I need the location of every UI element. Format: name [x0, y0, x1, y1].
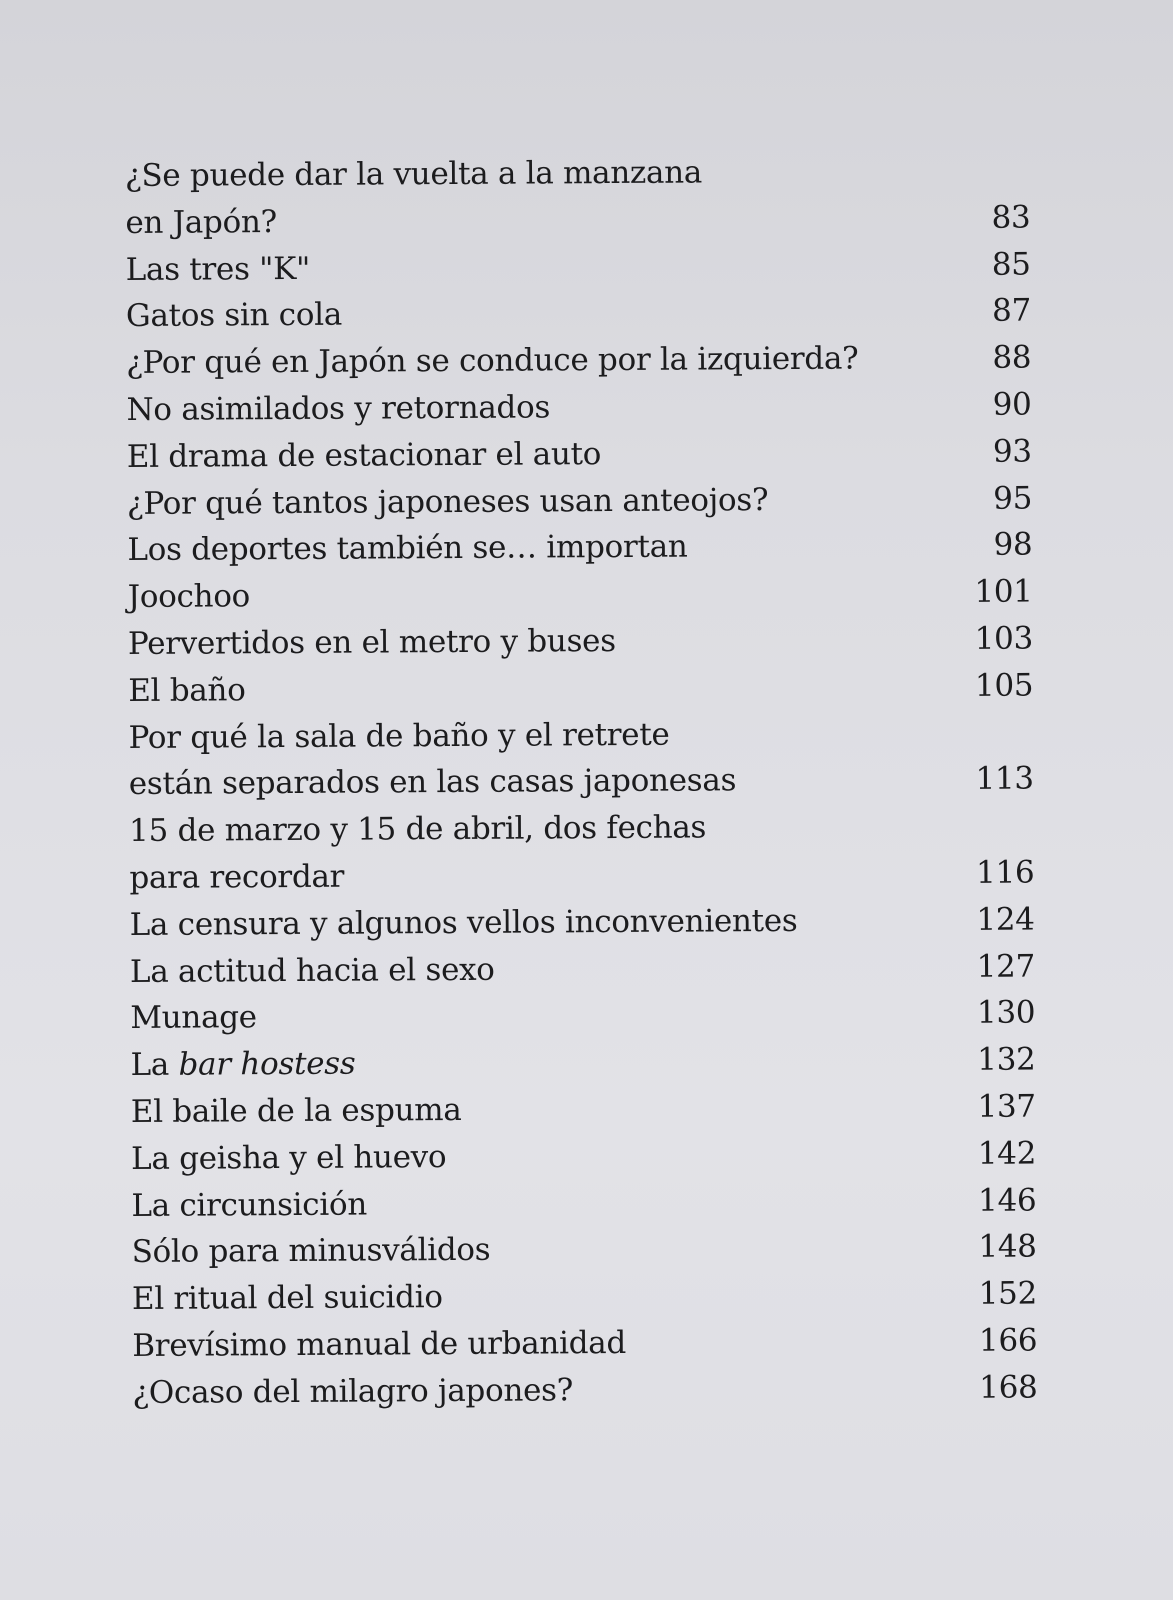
toc-entry: [131, 1182, 1036, 1234]
toc-entry-page: 93: [992, 433, 1032, 470]
toc-entry-title: [129, 859, 344, 896]
title-text: Sólo para minusválidos: [131, 1232, 491, 1271]
toc-entry-page: 166: [978, 1322, 1038, 1359]
title-text: No asimilados y retornados: [126, 389, 551, 428]
toc-entry-page: 168: [979, 1369, 1038, 1406]
toc-entry: [126, 246, 1031, 298]
toc-entry: [126, 340, 1031, 392]
title-text: Brevísimo manual de urbanidad: [132, 1324, 627, 1364]
toc-entry-title: [126, 389, 550, 428]
toc-entry-title: [130, 1000, 257, 1037]
title-text: ¿Se puede dar la vuelta a la manzana: [125, 154, 703, 194]
toc-entry-title: [125, 204, 277, 241]
title-text: 15 de marzo y 15 de abril, dos fechas: [129, 809, 707, 850]
toc-entry-title: [130, 903, 798, 943]
title-text: La geisha y el huevo: [131, 1138, 447, 1177]
title-text: ¿Ocaso del milagro japones?: [132, 1372, 574, 1411]
toc-entry-page: 113: [975, 760, 1034, 798]
toc-entry-title: [131, 1092, 462, 1130]
toc-entry-title: [130, 1046, 355, 1083]
toc-entry: [132, 1322, 1037, 1374]
toc-entry-title: [130, 951, 495, 989]
toc-entry: [132, 1276, 1037, 1328]
toc-entry-title: [126, 250, 311, 287]
title-text: Munage: [130, 999, 257, 1037]
title-text: Gatos sin cola: [125, 297, 343, 335]
toc-entry-title: [128, 578, 251, 615]
toc-entry: [129, 854, 1034, 906]
toc-entry-title: [126, 297, 342, 334]
toc-entry: [127, 527, 1032, 579]
toc-entry-page: 103: [974, 620, 1034, 657]
toc-entry-title: [125, 154, 702, 194]
toc-entry-page: 101: [974, 573, 1033, 610]
title-text: están separados en las casas japonesas: [128, 762, 737, 803]
title-text: para recordar: [129, 858, 345, 896]
toc-entry-title: [126, 341, 858, 381]
toc-entry-page: 142: [977, 1135, 1037, 1172]
toc-entry: [130, 901, 1035, 953]
title-text: Los deportes también se… importan: [127, 528, 688, 569]
toc-entry: [128, 667, 1033, 719]
toc-entry-page: 152: [978, 1275, 1038, 1312]
toc-entry: [130, 948, 1035, 1000]
toc-entry: [129, 808, 1034, 860]
toc-entry: [125, 199, 1030, 251]
toc-entry: [128, 620, 1033, 672]
toc-entry-page: 95: [993, 480, 1033, 517]
toc-entry-title: [132, 1279, 443, 1317]
table-of-contents: [125, 152, 1038, 1421]
toc-entry-title: [127, 436, 601, 475]
toc-entry-title: [127, 482, 768, 522]
toc-entry-page: 87: [991, 292, 1032, 330]
toc-entry-page: 137: [977, 1088, 1036, 1125]
title-text: El drama de estacionar el auto: [126, 435, 602, 475]
title-text: ¿Por qué tantos japoneses usan anteojos?: [127, 481, 769, 522]
toc-entry-title: [128, 672, 245, 709]
toc-entry-page: 132: [977, 1041, 1036, 1078]
title-text: Pervertidos en el metro y buses: [127, 622, 616, 662]
toc-entry-page: 98: [993, 526, 1033, 564]
toc-entry: [127, 433, 1032, 485]
toc-entry: [129, 761, 1034, 813]
toc-entry-title: [128, 623, 616, 662]
toc-entry-title: [131, 1139, 446, 1177]
toc-entry: [128, 574, 1033, 626]
toc-entry: [127, 480, 1032, 532]
toc-entry: [131, 1088, 1036, 1140]
toc-entry-title: [127, 529, 687, 568]
toc-entry-title: [129, 763, 737, 803]
toc-entry-title: [129, 810, 706, 850]
title-text: La actitud hacia el sexo: [129, 951, 495, 990]
toc-entry-page: 83: [991, 199, 1031, 236]
toc-entry-title: [128, 716, 669, 755]
toc-entry-page: 148: [978, 1228, 1037, 1266]
toc-entry-page: 116: [975, 854, 1035, 891]
toc-entry: [132, 1229, 1037, 1281]
title-text: El baile de la espuma: [130, 1091, 462, 1130]
toc-entry: [126, 293, 1031, 345]
toc-entry: [132, 1369, 1037, 1421]
toc-entry-page: 124: [976, 901, 1035, 938]
title-italic-text: bar hostess: [178, 1045, 356, 1083]
title-text: Joochoo: [127, 578, 251, 616]
toc-entry-title: [132, 1372, 573, 1411]
toc-entry: [125, 152, 1030, 204]
toc-entry-page: 85: [991, 246, 1031, 283]
title-text: en Japón?: [125, 203, 277, 241]
toc-entry: [128, 714, 1033, 766]
toc-entry: [130, 995, 1035, 1047]
toc-entry-page: 146: [977, 1181, 1037, 1219]
title-text: Por qué la sala de baño y el retrete: [128, 716, 670, 756]
toc-entry: [126, 386, 1031, 438]
toc-entry-page: 90: [992, 386, 1032, 423]
toc-entry: [131, 1135, 1036, 1187]
toc-entry-page: 127: [976, 948, 1036, 985]
toc-entry-title: [132, 1232, 491, 1270]
toc-entry-page: 88: [992, 339, 1032, 376]
toc-entry-page: 105: [974, 667, 1034, 704]
title-text: La: [130, 1046, 179, 1084]
title-text: ¿Por qué en Japón se conduce por la izquierda?: [126, 340, 859, 382]
title-text: El baño: [128, 672, 246, 709]
toc-entry-page: 130: [976, 994, 1036, 1032]
toc-entry-title: [131, 1186, 367, 1223]
title-text: La circunsición: [131, 1186, 368, 1224]
title-text: Las tres "K": [125, 250, 311, 288]
title-text: El ritual del suicidio: [131, 1279, 443, 1318]
toc-entry-title: [132, 1325, 626, 1364]
title-text: La censura y algunos vellos inconvenientes: [129, 902, 798, 943]
toc-entry: [130, 1042, 1035, 1094]
